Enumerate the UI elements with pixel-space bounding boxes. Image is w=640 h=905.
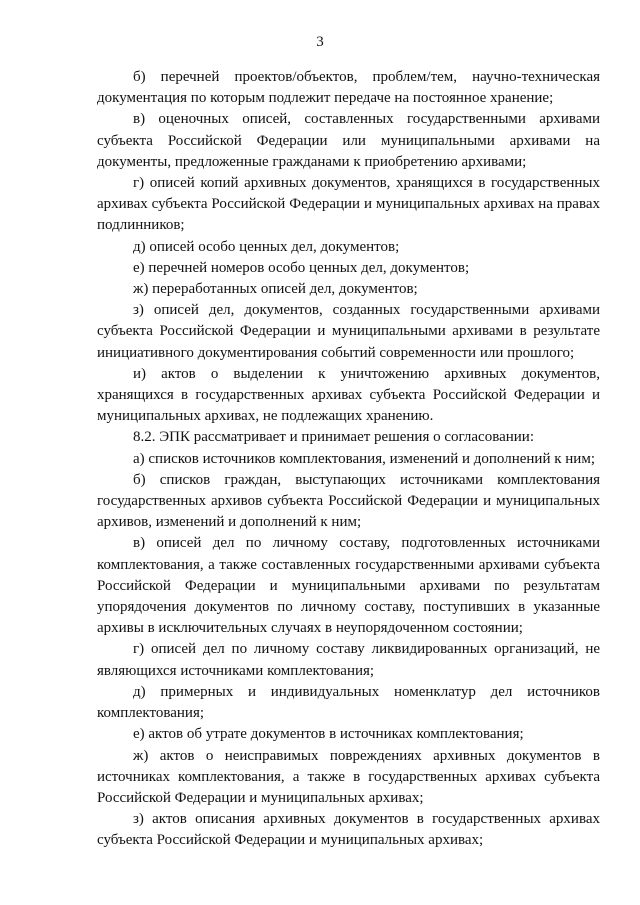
paragraph-z-initiative-documentation: з) описей дел, документов, созданных государственными архивами субъекта Российской Федерации и муниципальными архивами в результате инициативного документирования событий современности или прошлого;: [97, 302, 600, 361]
paragraph-d-valuable-files: д) описей особо ценных дел, документов;: [133, 238, 400, 255]
paragraph-v-evaluation-inventories: в) оценочных описей, составленных государственными архивами субъекта Российской Федерации или муниципальными архивами на документы, предложенные гражданами к приобретению архивами;: [97, 111, 600, 170]
paragraph-b-projects: б) перечней проектов/объектов, проблем/тем, научно-техническая документация по которым подлежит передаче на постоянное хранение;: [97, 69, 600, 107]
page-number: 3: [316, 34, 324, 50]
paragraph-e-loss-acts: е) актов об утрате документов в источниках комплектования;: [133, 726, 524, 743]
paragraph-b-citizen-lists: б) списков граждан, выступающих источниками комплектования государственных архивов субъекта Российской Федерации и муниципальных архивов, изменений и дополнений к ним;: [97, 471, 600, 531]
paragraph-i-destruction-acts: и) актов о выделении к уничтожению архивных документов, хранящихся в государственных архивах субъекта Российской Федерации и муниципальных архивах, не подлежащих хранению.: [97, 365, 600, 425]
paragraph-e-valuable-numbers: е) перечней номеров особо ценных дел, документов;: [133, 259, 470, 276]
paragraph-g-liquidated-organizations: г) описей дел по личному составу ликвидированных организаций, не являющихся источниками комплектования;: [97, 641, 600, 679]
paragraph-zh-damage-acts: ж) актов о неисправимых повреждениях архивных документов в источниках комплектования, а также в государственных архивах субъекта Российской Федерации и муниципальных архивах;: [97, 747, 600, 806]
paragraph-z-description-acts: з) актов описания архивных документов в государственных архивах субъекта Российской Федерации и муниципальных архивах;: [97, 811, 600, 849]
paragraph-a-source-lists: а) списков источников комплектования, изменений и дополнений к ним;: [133, 450, 595, 467]
paragraph-g-copy-inventories: г) описей копий архивных документов, хранящихся в государственных архивах субъекта Российской Федерации и муниципальных архивах на правах подлинников;: [97, 175, 600, 234]
paragraph-zh-reworked-inventories: ж) переработанных описей дел, документов;: [133, 281, 418, 298]
paragraph-v-personnel-inventories: в) описей дел по личному составу, подготовленных источниками комплектования, а также составленных государственными архивами субъекта Российской Федерации и муниципальными архивами по результатам упорядочения документов по личному составу, поступивших в указанные архивы в исключительных случаях в неупорядоченном состоянии;: [97, 535, 600, 637]
section-heading-8-2: 8.2. ЭПК рассматривает и принимает решения о согласовании:: [133, 429, 535, 446]
paragraph-d-nomenclatures: д) примерных и индивидуальных номенклатур дел источников комплектования;: [97, 683, 600, 722]
document-body: [97, 67, 600, 852]
